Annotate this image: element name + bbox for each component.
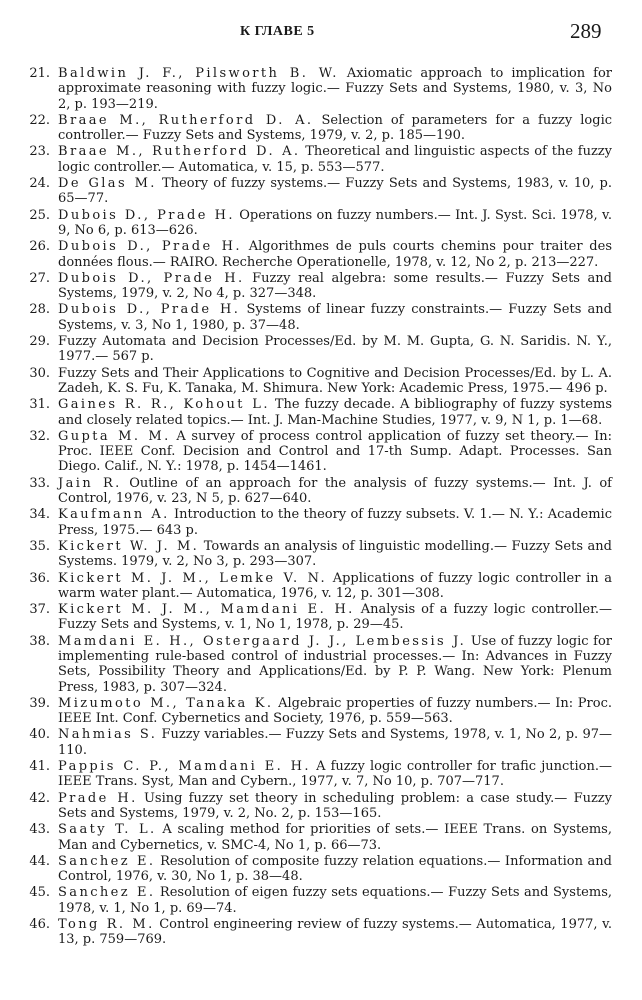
reference-text: Fuzzy Automata and Decision Processes/Ed. by M. M. Gupta, G. N. Saridis. N. Y., 1977.— 567 p. (58, 334, 612, 365)
reference-authors: Baldwin J. F., Pilsworth B. W. (58, 66, 339, 81)
reference-number: 27. (29, 270, 50, 286)
reference-authors: Jain R. (58, 475, 122, 491)
reference-text: A fuzzy logic controller for trafic junction.— IEEE Trans. Syst, Man and Cybern., 1977, v. 7, No 10, p. 707—717. (58, 759, 612, 790)
reference-number: 42. (29, 790, 50, 806)
reference-number: 29. (29, 334, 50, 350)
reference-number: 36. (29, 570, 50, 586)
reference-number: 24. (29, 176, 50, 192)
reference-item (22, 759, 612, 790)
reference-item (22, 602, 612, 633)
reference-item (22, 791, 612, 822)
reference-item (22, 634, 612, 695)
reference-number: 21. (29, 66, 50, 81)
reference-text: Operations on fuzzy numbers.— Int. J. Syst. Sci. 1978, v. 9, No 6, p. 613—626. (58, 207, 612, 238)
reference-text: Towards an analysis of linguistic modelling.— Fuzzy Sets and Systems. 1979, v. 2, No 3, p. 293—307. (58, 538, 612, 570)
reference-item (22, 176, 612, 207)
reference-authors: Sanchez E. (58, 885, 156, 901)
reference-number: 23. (29, 144, 50, 160)
reference-item (22, 429, 612, 475)
reference-number: 40. (29, 727, 50, 743)
reference-item (22, 271, 612, 302)
reference-text: Axiomatic approach to implication for approximate reasoning with fuzzy logic.— Fuzzy Sets and Systems, 1980, v. 3, No 2, p. 193—219. (58, 66, 612, 112)
reference-item (22, 239, 612, 270)
reference-authors: Mamdani E. H., Ostergaard J. J., Lembessis J. (58, 633, 467, 649)
reference-text: Fuzzy Sets and Their Applications to Cognitive and Decision Processes/Ed. by L. A. Zadeh, K. S. Fu, K. Tanaka, M. Shimura. New York: Academic Press, 1975.— 496 p. (58, 365, 612, 396)
reference-authors: Kickert M. J. M., Mamdani E. H. (58, 602, 355, 618)
reference-text: Resolution of eigen fuzzy sets equations.— Fuzzy Sets and Systems, 1978, v. 1, No 1, p. 69—74. (58, 885, 612, 916)
reference-authors: Mizumoto M., Tanaka K. (58, 695, 274, 711)
reference-number: 39. (29, 695, 50, 711)
reference-authors: Nahmias S. (58, 727, 158, 743)
reference-text: Use of fuzzy logic for implementing rule-based control of industrial processes.— In: Advances in Fuzzy Sets, Possibility Theory and Applications/Ed. by P. P. Wang. New York: Plenum Press, 1983, p. 307—324. (58, 633, 613, 695)
reference-text: Resolution of composite fuzzy relation equations.— Information and Control, 1976, v. 30, No 1, p. 38—48. (58, 853, 613, 885)
reference-item (22, 539, 612, 570)
reference-authors: Saaty T. L. (58, 822, 157, 838)
reference-number: 28. (29, 302, 50, 318)
reference-authors: Tong R. M. (58, 917, 155, 933)
chapter-header-title: К ГЛАВЕ 5 (240, 24, 315, 39)
reference-number: 44. (29, 853, 50, 869)
reference-authors: Kickert M. J. M., Lemke V. N. (58, 570, 328, 586)
reference-authors: Gupta M. M. (58, 428, 171, 444)
reference-authors: Kickert W. J. M. (58, 538, 200, 554)
reference-text: Theory of fuzzy systems.— Fuzzy Sets and Systems, 1983, v. 10, p. 65—77. (58, 176, 612, 207)
reference-item (22, 917, 612, 948)
reference-item (22, 66, 612, 112)
reference-text: Systems of linear fuzzy constraints.— Fuzzy Sets and Systems, v. 3, No 1, 1980, p. 37—48. (58, 302, 612, 333)
reference-item (22, 334, 612, 365)
reference-number: 38. (29, 633, 50, 649)
reference-text: Control engineering review of fuzzy systems.— Automatica, 1977, v. 13, p. 759—769. (58, 917, 612, 948)
reference-authors: Dubois D., Prade H. (58, 270, 245, 286)
reference-authors: Sanchez E. (58, 853, 156, 869)
reference-text: Algorithmes de puls courts chemins pour traiter des données flous.— RAIRO. Recherche Operationelle, 1978, v. 12, No 2, p. 213—227. (58, 239, 612, 270)
page-number: 289 (570, 19, 602, 43)
reference-item (22, 696, 612, 727)
reference-item (22, 885, 612, 916)
reference-item (22, 144, 612, 175)
reference-number: 46. (29, 917, 50, 933)
reference-text: Fuzzy variables.— Fuzzy Sets and Systems, 1978, v. 1, No 2, p. 97—110. (58, 727, 612, 758)
reference-authors: Dubois D., Prade H. (58, 302, 241, 318)
reference-number: 32. (29, 428, 50, 444)
reference-text: Fuzzy real algebra: some results.— Fuzzy Sets and Systems, 1979, v. 2, No 4, p. 327—348. (58, 270, 612, 302)
reference-item (22, 113, 612, 144)
reference-item (22, 397, 612, 428)
reference-number: 25. (29, 207, 50, 223)
reference-item (22, 476, 612, 507)
reference-item (22, 366, 612, 397)
reference-authors: Braae M., Rutherford D. A. (58, 112, 314, 128)
reference-number: 41. (29, 759, 50, 775)
reference-authors: Braae M., Rutherford D. A. (58, 144, 301, 160)
reference-text: Using fuzzy set theory in scheduling problem: a case study.— Fuzzy Sets and Systems, 1979, v. 2, No. 2, p. 153—165. (58, 790, 613, 821)
reference-item (22, 208, 612, 239)
reference-number: 22. (29, 112, 50, 128)
reference-number: 34. (29, 507, 50, 523)
reference-text: A scaling method for priorities of sets.— IEEE Trans. on Systems, Man and Cybernetics, v. SMC-4, No 1, p. 66—73. (58, 822, 612, 853)
reference-text: Analysis of a fuzzy logic controller.— Fuzzy Sets and Systems, v. 1, No 1, 1978, p. 29—45. (58, 602, 613, 633)
reference-authors: Pappis C. P., Mamdani E. H. (58, 759, 311, 775)
reference-number: 26. (29, 239, 50, 255)
reference-text: Applications of fuzzy logic controller in a warm water plant.— Automatica, 1976, v. 12, p. 301—308. (58, 570, 612, 601)
reference-text: Outline of an approach for the analysis of fuzzy systems.— Int. J. of Control, 1976, v. 23, N 5, p. 627—640. (58, 475, 612, 507)
reference-text: Selection of parameters for a fuzzy logic controller.— Fuzzy Sets and Systems, 1979, v. 2, p. 185—190. (58, 112, 613, 144)
reference-text: A survey of process control application of fuzzy set theory.— In: Proc. IEEE Conf. Decision and Control and 17-th Sump. Adapt. Processes. San Diego. Calif., N. Y.: 1978, p. 1454—1461. (58, 428, 613, 475)
reference-list (22, 66, 612, 949)
reference-item (22, 302, 612, 333)
reference-text: Introduction to the theory of fuzzy subsets. V. 1.— N. Y.: Academic Press, 1975.— 643 p. (58, 507, 612, 538)
reference-number: 31. (29, 397, 50, 413)
reference-item (22, 727, 612, 758)
reference-item (22, 854, 612, 885)
reference-item (22, 822, 612, 853)
reference-item (22, 571, 612, 602)
reference-text: The fuzzy decade. A bibliography of fuzzy systems and closely related topics.— Int. J. Man-Machine Studies, 1977, v. 9, N 1, p. 1—68. (58, 397, 612, 428)
reference-authors: Gaines R. R., Kohout L. (58, 397, 270, 413)
reference-authors: Prade H. (58, 790, 138, 806)
reference-item (22, 507, 612, 538)
reference-number: 45. (29, 885, 50, 901)
reference-authors: Dubois D., Prade H. (58, 239, 242, 255)
reference-text: Algebraic properties of fuzzy numbers.— In: Proc. IEEE Int. Conf. Cybernetics and Society, 1976, p. 559—563. (58, 695, 612, 727)
reference-number: 33. (29, 475, 50, 491)
reference-number: 43. (29, 822, 50, 838)
reference-number: 35. (29, 538, 50, 554)
reference-number: 30. (29, 365, 50, 381)
reference-text: Theoretical and linguistic aspects of the fuzzy logic controller.— Automatica, v. 15, p. 553—577. (58, 144, 613, 175)
reference-authors: De Glas M. (58, 176, 157, 192)
reference-authors: Kaufmann A. (58, 507, 170, 523)
running-header (0, 18, 642, 48)
reference-number: 37. (29, 602, 50, 618)
reference-authors: Dubois D., Prade H. (58, 207, 235, 223)
